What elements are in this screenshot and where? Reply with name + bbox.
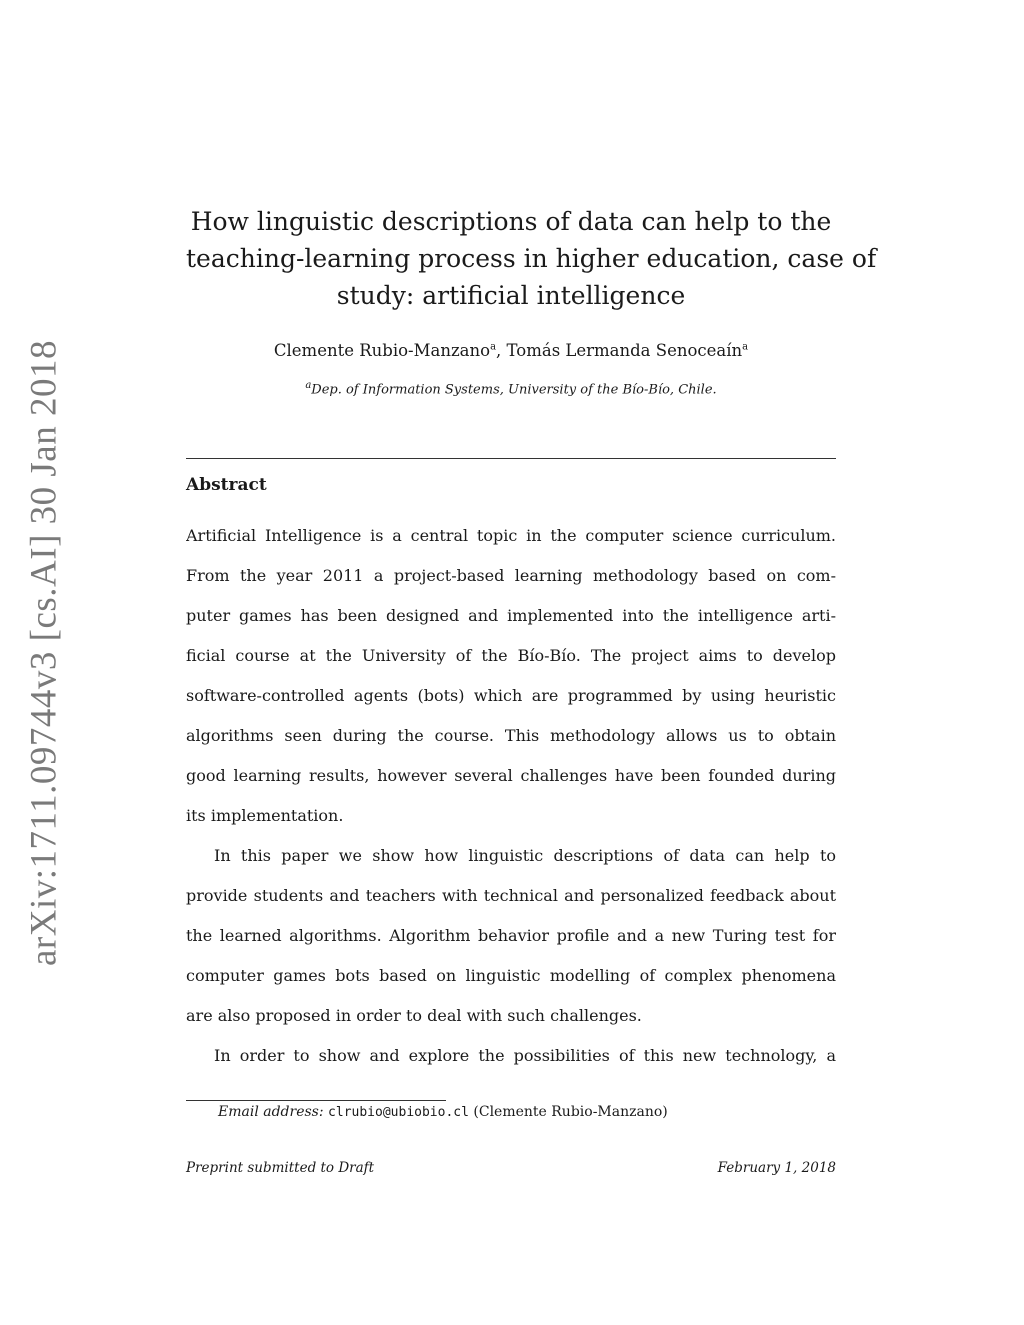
- abstract-line: the learned algorithms. Algorithm behavior profile and a new Turing test for: [186, 926, 836, 945]
- abstract-line: good learning results, however several challenges have been founded during: [186, 766, 836, 785]
- affiliation-marker: a: [742, 341, 749, 353]
- preprint-date: February 1, 2018: [717, 1160, 836, 1176]
- abstract-line: computer games bots based on linguistic modelling of complex phenomena: [186, 966, 836, 985]
- abstract-line: From the year 2011 a project-based learning methodology based on com-: [186, 566, 836, 585]
- affiliation: [186, 380, 836, 397]
- author-name: Clemente Rubio-Manzano: [273, 341, 491, 360]
- abstract-line: its implementation.: [186, 806, 344, 825]
- title-line-2: teaching-learning process in higher education, case of: [186, 244, 877, 273]
- affiliation-marker: a: [490, 341, 497, 353]
- author-separator: ,: [496, 341, 507, 360]
- footnote-rule: [186, 1100, 446, 1101]
- email-label: Email address:: [218, 1104, 324, 1120]
- abstract-line: In order to show and explore the possibilities of this new technology, a: [214, 1046, 836, 1065]
- paper-title: [186, 203, 877, 314]
- abstract-line: puter games has been designed and implemented into the intelligence arti-: [186, 606, 836, 625]
- email-address[interactable]: clrubio@ubiobio.cl: [328, 1105, 469, 1120]
- author-name: Tomás Lermanda Senoceaín: [506, 341, 743, 360]
- abstract-heading: Abstract: [186, 475, 267, 495]
- arxiv-identifier-stamp: arXiv:1711.09744v3 [cs.AI] 30 Jan 2018: [23, 340, 65, 966]
- abstract-line: provide students and teachers with technical and personalized feedback about: [186, 886, 836, 905]
- abstract-line: ficial course at the University of the Bío-Bío. The project aims to develop: [186, 646, 836, 665]
- abstract-top-rule: [186, 458, 836, 459]
- email-owner: (Clemente Rubio-Manzano): [473, 1104, 668, 1120]
- preprint-note: Preprint submitted to Draft: [186, 1160, 375, 1176]
- author-list: [186, 341, 836, 360]
- abstract-body: [186, 521, 836, 1081]
- affiliation-text: Dep. of Information Systems, University of the Bío-Bío, Chile.: [311, 382, 717, 398]
- abstract-line: Artificial Intelligence is a central topic in the computer science curriculum.: [186, 526, 836, 545]
- abstract-line: In this paper we show how linguistic descriptions of data can help to: [214, 846, 836, 865]
- title-line-1: How linguistic descriptions of data can help to the: [190, 207, 832, 236]
- title-line-3: study: artificial intelligence: [336, 281, 686, 310]
- abstract-line: software-controlled agents (bots) which are programmed by using heuristic: [186, 686, 836, 705]
- affiliation-marker: a: [305, 380, 312, 391]
- abstract-line: algorithms seen during the course. This methodology allows us to obtain: [186, 726, 836, 745]
- abstract-line: are also proposed in order to deal with such challenges.: [186, 1006, 642, 1025]
- footnote: [218, 1104, 668, 1120]
